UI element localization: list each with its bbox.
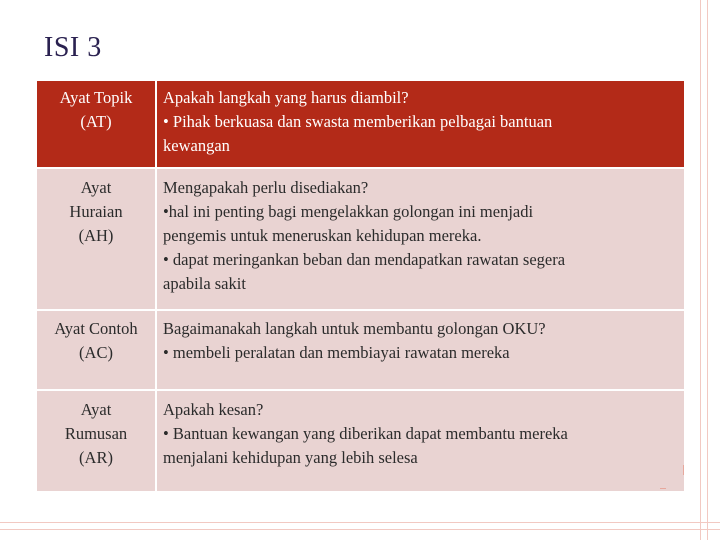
row-question: Apakah kesan? (163, 400, 264, 419)
row-question: Mengapakah perlu disediakan? (163, 178, 369, 197)
table-row-conclusion (37, 390, 684, 492)
row-question: Apakah langkah yang harus diambil? (163, 88, 409, 107)
row-point-line: • Pihak berkuasa dan swasta memberikan pelbagai bantuan (163, 112, 553, 131)
table-row-topic (37, 81, 684, 168)
row-question: Bagaimanakah langkah untuk membantu golongan OKU? (163, 319, 546, 338)
slide-title: ISI 3 (44, 32, 102, 63)
row-point-line: kewangan (163, 136, 230, 155)
table-row-explanation (37, 168, 684, 310)
row-label-abbrev: (AT) (80, 112, 112, 131)
row-content-cell (156, 310, 684, 390)
row-label-cell (37, 168, 156, 310)
row-point-line: • dapat meringankan beban dan mendapatkan rawatan segera (163, 250, 566, 269)
row-label: Ayat Contoh (54, 319, 138, 338)
content-table (37, 81, 684, 493)
row-point-line: • Bantuan kewangan yang diberikan dapat membantu mereka (163, 424, 568, 443)
table-row-example (37, 310, 684, 390)
decorative-mark (660, 488, 666, 489)
row-content-cell (156, 168, 684, 310)
row-point-line: menjalani kehidupan yang lebih selesa (163, 448, 418, 467)
row-point-line: •hal ini penting bagi mengelakkan golongan ini menjadi (163, 202, 534, 221)
row-content-cell (156, 390, 684, 492)
row-label: Huraian (69, 202, 123, 221)
decorative-border-horizontal (0, 522, 720, 530)
row-label-cell (37, 81, 156, 168)
row-label-cell (37, 310, 156, 390)
decorative-mark (683, 465, 684, 475)
row-point-line: apabila sakit (163, 274, 246, 293)
row-content-cell (156, 81, 684, 168)
row-label-abbrev: (AC) (79, 343, 113, 362)
row-label: Ayat (80, 400, 112, 419)
row-label-abbrev: (AH) (78, 226, 114, 245)
row-label-abbrev: (AR) (79, 448, 113, 467)
row-point-line: pengemis untuk meneruskan kehidupan mereka. (163, 226, 482, 245)
row-point-line: • membeli peralatan dan membiayai rawatan mereka (163, 343, 510, 362)
row-label: Ayat Topik (59, 88, 133, 107)
decorative-border-vertical (700, 0, 708, 540)
row-label: Ayat (80, 178, 112, 197)
row-label-cell (37, 390, 156, 492)
row-label: Rumusan (64, 424, 128, 443)
